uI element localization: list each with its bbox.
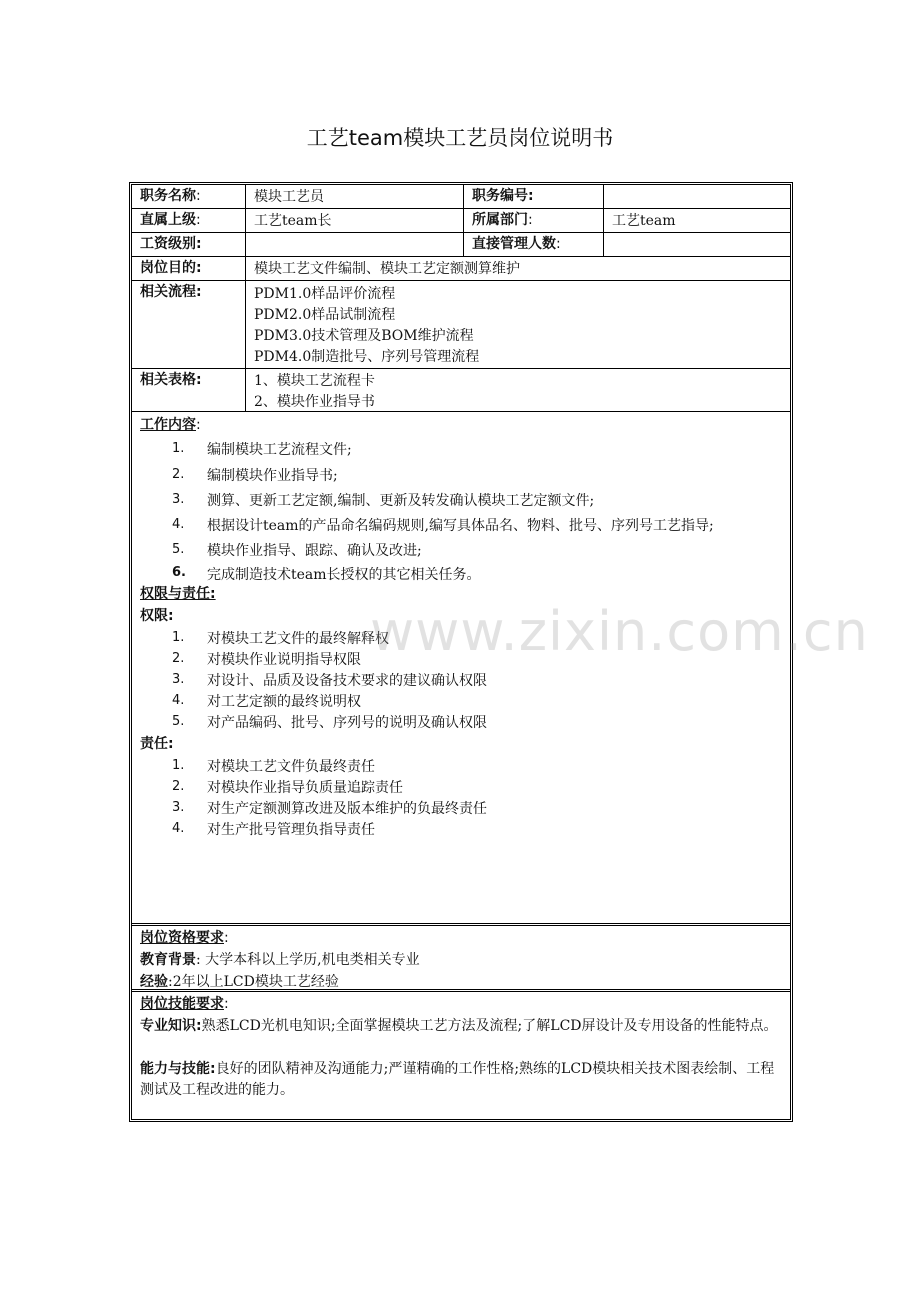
work-item-number: 6.	[172, 565, 186, 580]
work-item: 完成制造技术team长授权的其它相关任务。	[207, 567, 481, 583]
duty-item: 对模块作业指导负质量追踪责任	[207, 780, 403, 796]
rights-label: 权限:	[140, 608, 174, 624]
right-number: 4.	[172, 693, 185, 708]
duty-number: 4.	[172, 821, 185, 836]
process-item: PDM4.0制造批号、序列号管理流程	[254, 349, 480, 365]
right-number: 5.	[172, 714, 185, 729]
purpose-value: 模块工艺文件编制、模块工艺定额测算维护	[254, 261, 520, 277]
duty-number: 2.	[172, 779, 185, 794]
qualification-label: 岗位资格要求:	[140, 930, 229, 946]
duty-item: 对生产定额测算改进及版本维护的负最终责任	[207, 801, 487, 817]
watermark: www.zixin.com.cn	[370, 600, 869, 663]
work-item: 测算、更新工艺定额,编制、更新及转发确认模块工艺定额文件;	[207, 493, 595, 509]
duty-number: 1.	[172, 758, 185, 773]
work-content-label: 工作内容:	[140, 417, 201, 433]
right-number: 3.	[172, 672, 185, 687]
process-item: PDM2.0样品试制流程	[254, 307, 396, 323]
right-item: 对模块工艺文件的最终解释权	[207, 631, 389, 647]
ability-paragraph: 能力与技能:良好的团队精神及沟通能力;严谨精确的工作性格;熟练的LCD模块相关技术图表绘制、工程测试及工程改进的能力。	[140, 1061, 775, 1098]
knowledge-paragraph: 专业知识:熟悉LCD光机电知识;全面掌握模块工艺方法及流程;了解LCD屏设计及专用设备的性能特点。	[140, 1018, 778, 1034]
form-item: 1、模块工艺流程卡	[254, 373, 375, 389]
work-item: 编制模块工艺流程文件;	[207, 442, 352, 458]
job-number-label: 职务编号:	[472, 188, 534, 204]
work-item: 根据设计team的产品命名编码规则,编写具体品名、物料、批号、序列号工艺指导;	[207, 518, 714, 534]
process-label: 相关流程:	[140, 284, 202, 300]
right-number: 2.	[172, 651, 185, 666]
experience-line: 经验:2年以上LCD模块工艺经验	[140, 974, 339, 990]
right-item: 对工艺定额的最终说明权	[207, 694, 361, 710]
work-item-number: 3.	[172, 492, 185, 507]
superior-value: 工艺team长	[254, 213, 332, 229]
work-item-number: 5.	[172, 542, 185, 557]
process-item: PDM1.0样品评价流程	[254, 286, 396, 302]
duties-label: 责任:	[140, 736, 174, 752]
form-item: 2、模块作业指导书	[254, 394, 375, 410]
right-item: 对产品编码、批号、序列号的说明及确认权限	[207, 715, 487, 731]
purpose-label: 岗位目的:	[140, 260, 202, 276]
job-name-value: 模块工艺员	[254, 189, 324, 205]
duty-item: 对模块工艺文件负最终责任	[207, 759, 375, 775]
work-item-number: 2.	[172, 467, 185, 482]
right-item: 对设计、品质及设备技术要求的建议确认权限	[207, 673, 487, 689]
job-name-label: 职务名称:	[140, 188, 201, 204]
work-item-number: 1.	[172, 441, 185, 456]
process-item: PDM3.0技术管理及BOM维护流程	[254, 328, 474, 344]
superior-label: 直属上级:	[140, 212, 201, 228]
duty-number: 3.	[172, 800, 185, 815]
work-item: 模块作业指导、跟踪、确认及改进;	[207, 543, 422, 559]
right-item: 对模块作业说明指导权限	[207, 652, 361, 668]
salary-grade-label: 工资级别:	[140, 236, 202, 252]
department-label: 所属部门:	[472, 212, 533, 228]
forms-label: 相关表格:	[140, 372, 202, 388]
skills-label: 岗位技能要求:	[140, 996, 229, 1012]
subordinates-label: 直接管理人数:	[472, 236, 561, 252]
work-item: 编制模块作业指导书;	[207, 468, 338, 484]
education-line: 教育背景: 大学本科以上学历,机电类相关专业	[140, 952, 420, 968]
document-title: 工艺team模块工艺员岗位说明书	[306, 126, 614, 150]
duty-item: 对生产批号管理负指导责任	[207, 822, 375, 838]
work-item-number: 4.	[172, 517, 185, 532]
authority-label: 权限与责任:	[140, 586, 216, 602]
right-number: 1.	[172, 630, 185, 645]
department-value: 工艺team	[612, 213, 676, 229]
